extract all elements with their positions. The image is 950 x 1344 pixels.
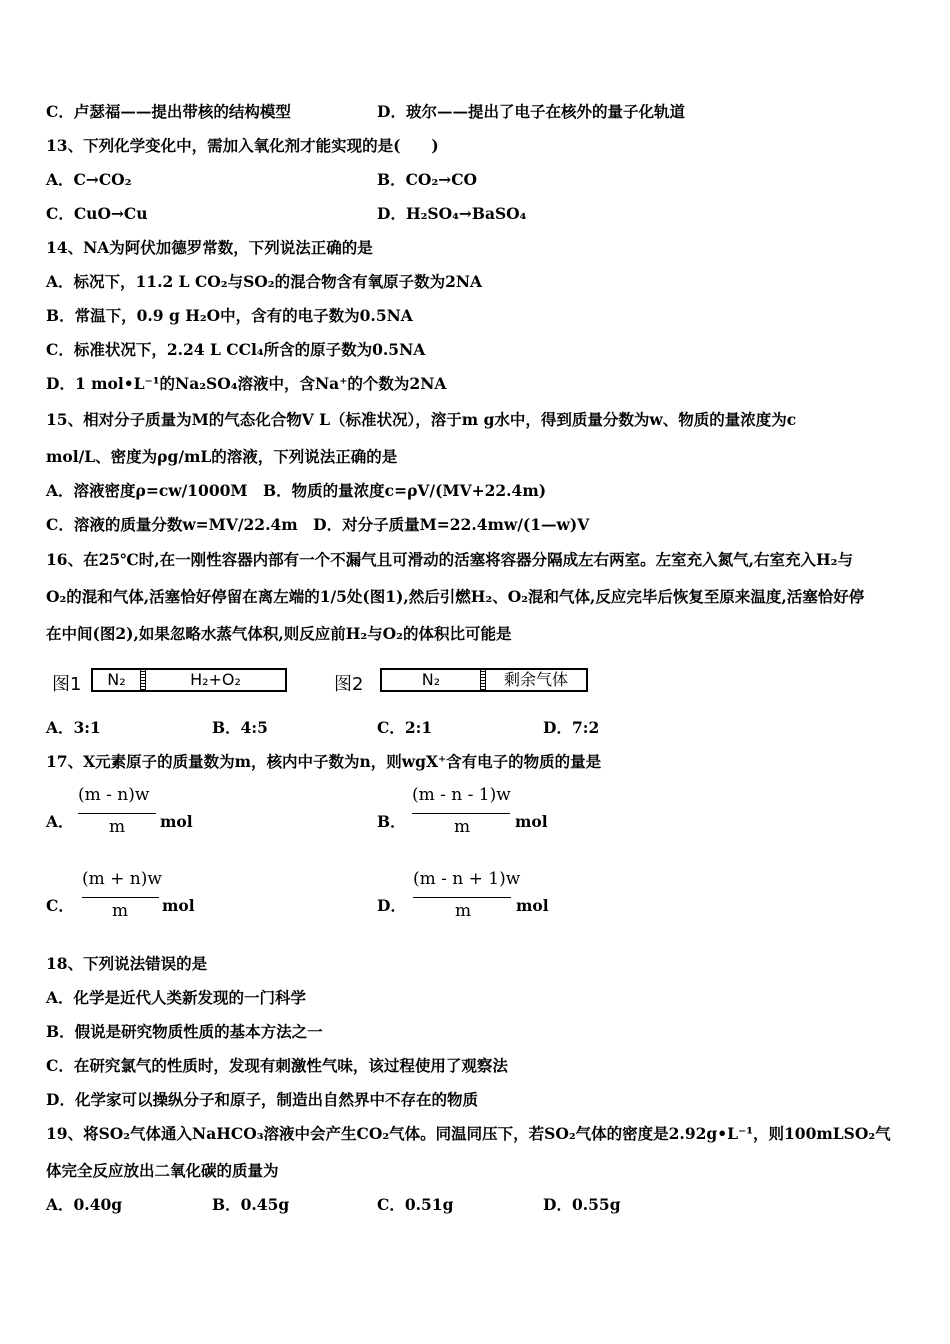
figure2-left-chamber: N₂: [421, 670, 441, 689]
fraction-numerator: (m - n)w: [78, 785, 150, 805]
q18-option-a: A．化学是近代人类新发现的一门科学: [46, 988, 307, 1007]
q14-option-c: C．标准状况下，2.24 L CCl₄所含的原子数为0.5NA: [46, 340, 426, 359]
fraction-numerator: (m + n)w: [82, 869, 162, 889]
q14-stem: 14、NA为阿伏加德罗常数，下列说法正确的是: [46, 238, 373, 257]
fraction-bar: [413, 897, 511, 898]
q15-options-ab: A．溶液密度ρ=cw/1000M B．物质的量浓度c=ρV/(MV+22.4m): [46, 481, 547, 500]
q18-option-d: D．化学家可以操纵分子和原子，制造出自然界中不存在的物质: [46, 1090, 478, 1109]
q13-option-b: B．CO₂→CO: [377, 170, 478, 189]
q17-option-c-unit: mol: [162, 896, 195, 915]
q16-option-b: B．4:5: [212, 718, 268, 737]
q14-option-a: A．标况下，11.2 L CO₂与SO₂的混合物含有氧原子数为2NA: [46, 272, 483, 291]
q13-option-a: A．C→CO₂: [46, 170, 132, 189]
q17-option-d-label: D．: [377, 896, 406, 915]
q17-option-c-fraction: [82, 869, 162, 921]
q17-option-b-unit: mol: [515, 812, 548, 831]
q17-stem: 17、X元素原子的质量数为m，核内中子数为n，则wgX⁺含有电子的物质的量是: [46, 752, 602, 771]
q15-options-cd: C．溶液的质量分数w=MV/22.4m D．对分子质量M=22.4mw/(1—w)V: [46, 515, 590, 534]
fraction-bar: [78, 813, 156, 814]
q16-option-c: C．2:1: [377, 718, 433, 737]
q17-option-a-unit: mol: [160, 812, 193, 831]
q19-option-c: C．0.51g: [377, 1195, 454, 1214]
figure1-left-chamber: N₂: [107, 670, 126, 689]
q15-stem-line2: mol/L、密度为ρg/mL的溶液，下列说法正确的是: [46, 447, 398, 466]
fraction-bar: [412, 813, 510, 814]
q16-stem-line3: 在中间(图2),如果忽略水蒸气体积,则反应前H₂与O₂的体积比可能是: [46, 624, 512, 643]
fraction-numerator: (m - n + 1)w: [413, 869, 521, 889]
q14-option-d: D．1 mol•L⁻¹的Na₂SO₄溶液中，含Na⁺的个数为2NA: [46, 374, 447, 393]
fraction-denominator: m: [454, 817, 471, 837]
q19-option-b: B．0.45g: [212, 1195, 290, 1214]
fraction-denominator: m: [455, 901, 472, 921]
q16-option-a: A．3:1: [46, 718, 101, 737]
q17-option-b-label: B．: [377, 812, 406, 831]
q17-option-a-label: A．: [46, 812, 74, 831]
q13-option-d: D．H₂SO₄→BaSO₄: [377, 204, 527, 223]
q18-option-b: B．假说是研究物质性质的基本方法之一: [46, 1022, 323, 1041]
fraction-bar: [82, 897, 159, 898]
q19-option-d: D．0.55g: [543, 1195, 621, 1214]
q17-option-b-fraction: [412, 785, 512, 837]
fraction-denominator: m: [112, 901, 129, 921]
q17-option-d-fraction: [413, 869, 521, 921]
q13-stem: 13、下列化学变化中，需加入氧化剂才能实现的是( ): [46, 136, 439, 155]
figure1-right-chamber: H₂+O₂: [190, 670, 241, 689]
q19-option-a: A．0.40g: [46, 1195, 123, 1214]
q19-stem-line2: 体完全反应放出二氧化碳的质量为: [46, 1161, 279, 1180]
q18-stem: 18、下列说法错误的是: [46, 954, 208, 973]
q12-option-d: D．玻尔——提出了电子在核外的量子化轨道: [377, 102, 685, 121]
q13-option-c: C．CuO→Cu: [46, 204, 148, 223]
figure1-container: [91, 668, 287, 692]
q18-option-c: C．在研究氯气的性质时，发现有刺激性气味，该过程使用了观察法: [46, 1056, 508, 1075]
q12-option-c: C．卢瑟福——提出带核的结构模型: [46, 102, 291, 121]
q17-option-d-unit: mol: [516, 896, 549, 915]
figure2-right-chamber: 剩余气体: [503, 670, 568, 689]
q19-stem-line1: 19、将SO₂气体通入NaHCO₃溶液中会产生CO₂气体。同温同压下，若SO₂气体的密度是2.92g•L⁻¹，则100mLSO₂气: [46, 1124, 891, 1143]
q14-option-b: B．常温下，0.9 g H₂O中，含有的电子数为0.5NA: [46, 306, 413, 325]
figure1-label: 图1: [52, 674, 82, 695]
q17-option-c-label: C．: [46, 896, 74, 915]
figure2-label: 图2: [334, 674, 364, 695]
q16-stem-line2: O₂的混和气体,活塞恰好停留在离左端的1/5处(图1),然后引燃H₂、O₂混和气体,反应完毕后恢复至原来温度,活塞恰好停: [46, 587, 865, 606]
q15-stem-line1: 15、相对分子质量为M的气态化合物V L（标准状况），溶于m g水中，得到质量分数为w、物质的量浓度为c: [46, 410, 797, 429]
q17-option-a-fraction: [78, 785, 158, 837]
figure2-container: [380, 668, 588, 692]
fraction-numerator: (m - n - 1)w: [412, 785, 511, 805]
q16-option-d: D．7:2: [543, 718, 600, 737]
fraction-denominator: m: [109, 817, 126, 837]
q16-stem-line1: 16、在25℃时,在一刚性容器内部有一个不漏气且可滑动的活塞将容器分隔成左右两室。左室充入氮气,右室充入H₂与: [46, 550, 853, 569]
